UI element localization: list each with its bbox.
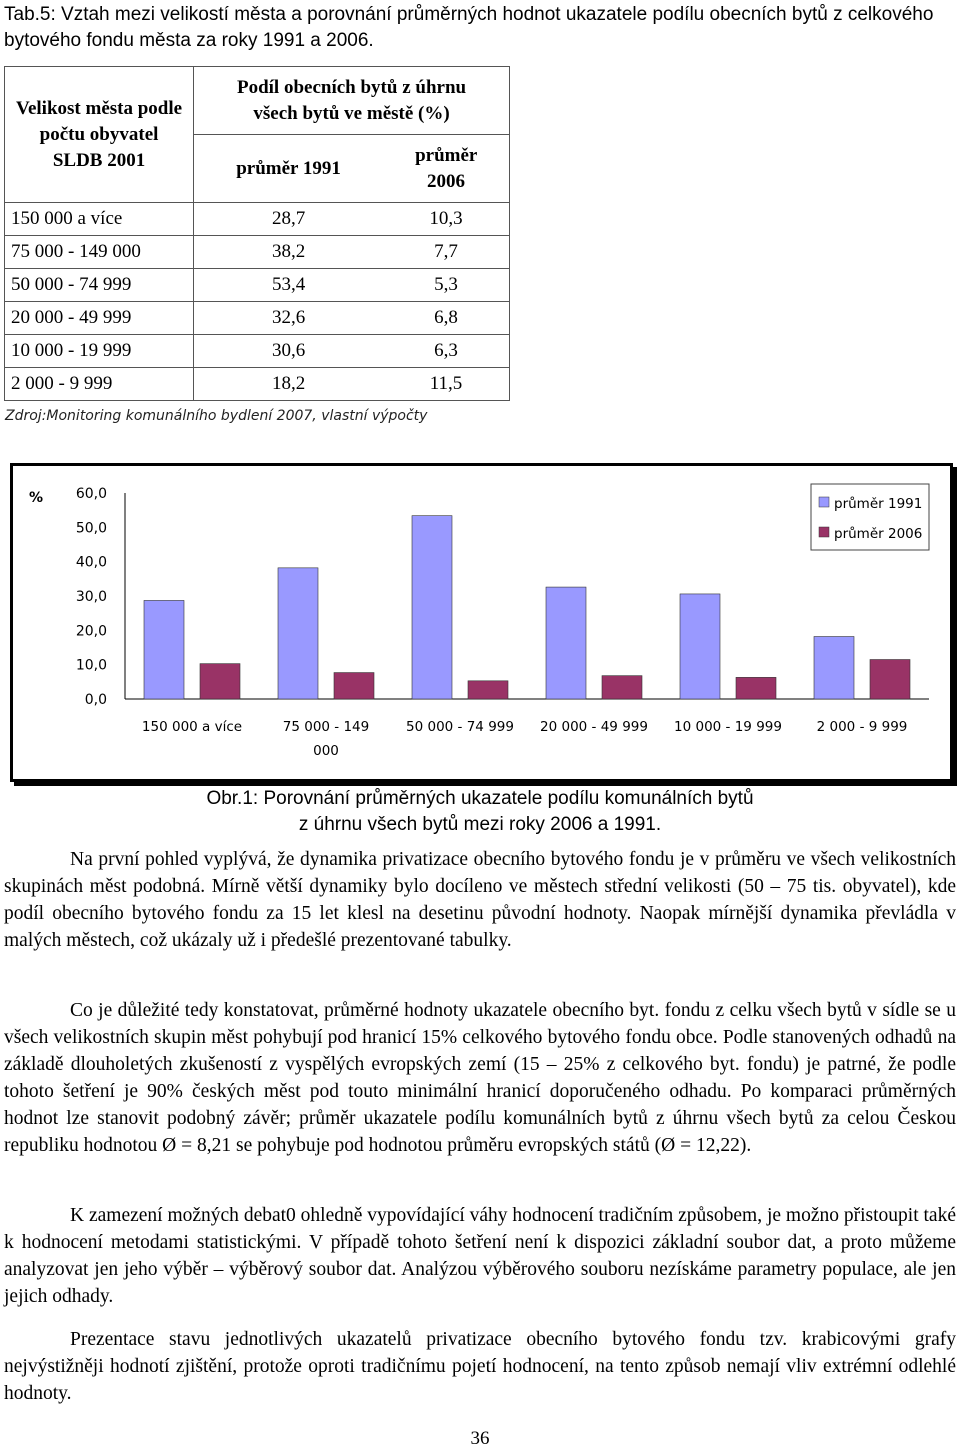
bar-1991 bbox=[144, 600, 184, 699]
table-row bbox=[5, 269, 510, 302]
table-row bbox=[5, 236, 510, 269]
bar-1991 bbox=[546, 587, 586, 699]
cell-size: 75 000 - 149 000 bbox=[5, 236, 194, 269]
y-tick-label: 40,0 bbox=[75, 554, 107, 571]
y-tick-label: 30,0 bbox=[75, 589, 107, 605]
cell-1991: 28,7 bbox=[194, 203, 384, 236]
bar-1991 bbox=[278, 568, 318, 699]
legend-swatch bbox=[819, 527, 829, 537]
bar-2006 bbox=[334, 673, 374, 699]
cell-2006: 6,3 bbox=[383, 335, 509, 368]
cell-size: 10 000 - 19 999 bbox=[5, 335, 194, 368]
y-tick-label: 0,0 bbox=[84, 692, 107, 708]
cell-2006: 10,3 bbox=[383, 203, 509, 236]
cell-1991: 53,4 bbox=[194, 269, 384, 302]
col-size-header: Velikost města podle počtu obyvatel SLDB 2001 bbox=[5, 67, 194, 203]
cell-size: 20 000 - 49 999 bbox=[5, 302, 194, 335]
paragraph-2: Co je důležité tedy konstatovat, průměrné hodnoty ukazatele obecního byt. fondu z celku všech bytů v sídle se u všech velikostních skupin měst pohybují pod hranicí 15% celkového bytového fondu obce. Podle stanovených odhadů na základě dlouholetých zkušeností z vyspělých evropských zemí (15 – 25% z celkového byt. fondu) je patrné, že podle tohoto šetření je 90% českých měst pod touto minimální hranicí doporučeného odhadu. Po komparaci průměrných hodnot lze stanovit podobný závěr; průměr ukazatele podílu komunálních bytů z úhrnu všech bytů za celou Českou republiku hodnotou Ø = 8,21 se pohybuje pod hodnotou průměru evropských států (Ø = 12,22). bbox=[4, 1000, 956, 1156]
y-tick-label: 50,0 bbox=[75, 520, 107, 537]
cell-1991: 18,2 bbox=[271, 373, 306, 394]
cell-1991: 32,6 bbox=[194, 302, 384, 335]
category-label: 000 bbox=[313, 743, 339, 759]
category-label: 2 000 - 9 999 bbox=[816, 719, 908, 735]
category-label: 150 000 a více bbox=[141, 719, 243, 735]
cell-size: 2 000 - 9 999 bbox=[5, 368, 194, 401]
y-axis-label: % bbox=[29, 490, 44, 506]
category-label: 20 000 - 49 999 bbox=[540, 719, 648, 735]
city-size-table bbox=[4, 66, 510, 401]
paragraph-3: K zamezení možných debat0 ohledně vypovídající váhy hodnocení tradičním způsobem, je možno přistoupit také k hodnocení metodami statistickými. V případě tohoto šetření není k dispozici základní soubor dat, a proto můžeme analyzovat jen jeho výběr – výběrový soubor dat. Analýzou výběrového souboru nezískáme parametry populace, ale jen jejich odhady. bbox=[4, 1205, 956, 1307]
bar-2006 bbox=[736, 677, 776, 699]
page-number: 36 bbox=[470, 1428, 490, 1449]
cell-2006: 5,3 bbox=[383, 269, 509, 302]
bar-2006 bbox=[200, 664, 240, 699]
y-tick-label: 60,0 bbox=[75, 486, 107, 502]
legend-label: průměr 2006 bbox=[834, 526, 923, 542]
figure-caption-line1: Obr.1: Porovnání průměrných ukazatele podílu komunálních bytů bbox=[206, 788, 754, 809]
y-tick-label: 20,0 bbox=[75, 623, 107, 640]
bar-2006 bbox=[602, 676, 642, 699]
legend-label: průměr 1991 bbox=[834, 496, 923, 512]
bar-1991 bbox=[412, 516, 452, 699]
group-header: Podíl obecních bytů z úhrnu všech bytů ve městě (%) bbox=[194, 67, 510, 135]
figure-caption-line2: z úhrnu všech bytů mezi roky 2006 a 1991. bbox=[298, 814, 662, 835]
cell-size: 150 000 a více bbox=[5, 203, 194, 236]
category-label: 50 000 - 74 999 bbox=[406, 719, 514, 735]
col-1991-header: průměr 1991 bbox=[194, 135, 384, 203]
legend-swatch bbox=[819, 497, 829, 507]
col-2006-header: průměr 2006 bbox=[383, 135, 509, 203]
cell-2006: 6,8 bbox=[383, 302, 509, 335]
paragraph-1: Na první pohled vyplývá, že dynamika privatizace obecního bytového fondu je v průměru ve všech velikostních skupinách měst podobná. Mírně větší dynamiky bylo docíleno ve městech střední velikosti (50 – 75 tis. obyvatel), kde podíl obecního bytového fondu za 15 let klesl na desetinu původní hodnoty. Naopak mírnější dynamika převládla v malých městech, což ukázaly už i předešlé prezentované tabulky. bbox=[4, 849, 956, 951]
cell-2006: 7,7 bbox=[383, 236, 509, 269]
figure-caption bbox=[0, 786, 960, 838]
table-row bbox=[5, 203, 510, 236]
chart-canvas bbox=[13, 466, 950, 779]
table-row bbox=[5, 335, 510, 368]
table-row bbox=[5, 302, 510, 335]
bar-2006 bbox=[870, 660, 910, 699]
table-caption: Tab.5: Vztah mezi velikostí města a porovnání průměrných hodnot ukazatele podílu obecních bytů z celkového bytového fondu města za roky 1991 a 2006. bbox=[4, 4, 934, 51]
bar-1991 bbox=[680, 594, 720, 699]
category-label: 75 000 - 149 bbox=[282, 719, 370, 735]
cell-1991: 30,6 bbox=[194, 335, 384, 368]
bar-2006 bbox=[468, 681, 508, 699]
paragraph-4: Prezentace stavu jednotlivých ukazatelů privatizace obecního bytového fondu tzv. krabicovými grafy nejvýstižněji hodnotí zjištění, protože oproti tradičnímu pojetí hodnocení, na tento způsob nemají vliv extrémní odlehlé hodnoty. bbox=[4, 1329, 956, 1404]
cell-1991: 38,2 bbox=[194, 236, 384, 269]
cell-2006: 11,5 bbox=[429, 373, 463, 394]
bar-1991 bbox=[814, 637, 854, 699]
cell-size: 50 000 - 74 999 bbox=[5, 269, 194, 302]
category-label: 10 000 - 19 999 bbox=[674, 719, 782, 735]
bar-chart bbox=[10, 463, 953, 782]
table-row bbox=[5, 368, 510, 401]
source-note: Zdroj:Monitoring komunálního bydlení 2007, vlastní výpočty bbox=[5, 408, 428, 424]
y-tick-label: 10,0 bbox=[75, 657, 107, 674]
